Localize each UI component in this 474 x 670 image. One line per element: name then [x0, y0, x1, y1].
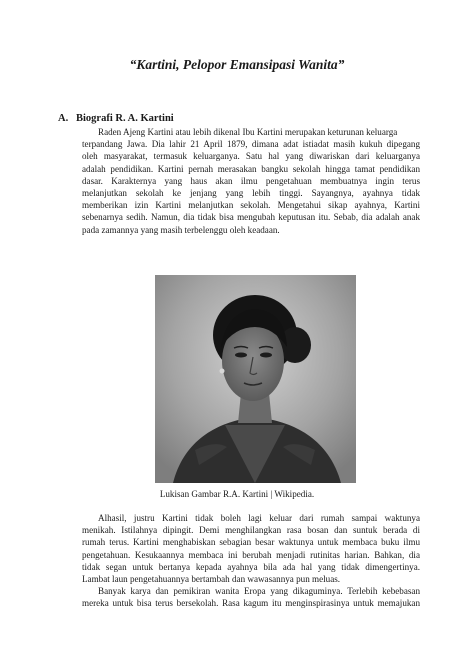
paragraph-line: Banyak karya dan pemikiran wanita Eropa yang dikaguminya. Terlebih kebebasan — [98, 586, 420, 597]
paragraph-line: sebenarnya sedih. Namun, dia tidak bisa mengubah keputusan itu. Sebab, dia adalah anak — [82, 212, 420, 223]
section-heading-text: Biografi R. A. Kartini — [76, 113, 174, 124]
paragraph-line: oleh masyarakat, termasuk keluarganya. Satu hal yang diwariskan dari keluarganya — [82, 151, 420, 162]
paragraph-continuation — [82, 512, 420, 610]
paragraph-line: rumah terus. Kartini menghabiskan sebagian besar waktunya untuk membaca buku ilmu — [82, 537, 420, 548]
paragraph-line: menikah. Istilahnya dipingit. Demi menghilangkan rasa bosan dan suntuk berada di — [82, 525, 420, 536]
paragraph-line: memberikan izin Kartini melanjutkan sekolah. Mengetahui sikap ayahnya, Kartini — [82, 200, 420, 211]
section-heading — [58, 113, 174, 124]
image-caption: Lukisan Gambar R.A. Kartini | Wikipedia. — [159, 489, 315, 499]
paragraph-line: Lambat laun pengetahuannya bertambah dan wawasannya pun meluas. — [82, 574, 341, 585]
paragraph-biography — [82, 126, 420, 236]
kartini-portrait — [155, 275, 356, 483]
portrait-illustration — [155, 275, 356, 483]
paragraph-line: dasar. Karakternya yang haus akan ilmu pengetahuan membuatnya ingin terus — [82, 175, 420, 186]
paragraph-line: melanjutkan sekolah ke jenjang yang lebih tinggi. Sayangnya, ayahnya tidak — [82, 188, 420, 199]
paragraph-line: adalah pendidikan. Kartini pernah merasakan bangku sekolah hingga tamat pendidikan — [82, 163, 420, 174]
paragraph-line: Alhasil, justru Kartini tidak boleh lagi keluar dari rumah sampai waktunya — [98, 513, 420, 523]
paragraph-line: terpandang Jawa. Dia lahir 21 April 1879, dimana adat istiadat masih kukuh dipegang — [82, 139, 420, 150]
paragraph-line: pengetahuan. Kesukaannya membaca ini berubah menjadi rutinitas harian. Bahkan, dia — [82, 549, 420, 560]
section-letter: A. — [58, 113, 69, 124]
document-title: “Kartini, Pelopor Emansipasi Wanita” — [129, 57, 345, 72]
paragraph-line: mereka untuk bisa terus bersekolah. Rasa kagum itu menginspirasinya untuk memajukan — [82, 598, 420, 609]
paragraph-line: Raden Ajeng Kartini atau lebih dikenal Ibu Kartini merupakan keturunan keluarga — [98, 127, 398, 137]
paragraph-line: pada zamannya yang masih terbelenggu oleh keadaan. — [82, 224, 280, 235]
paragraph-line: tidak segan untuk bertanya kepada ayahnya bila ada hal yang tidak dimengertinya. — [82, 561, 420, 572]
